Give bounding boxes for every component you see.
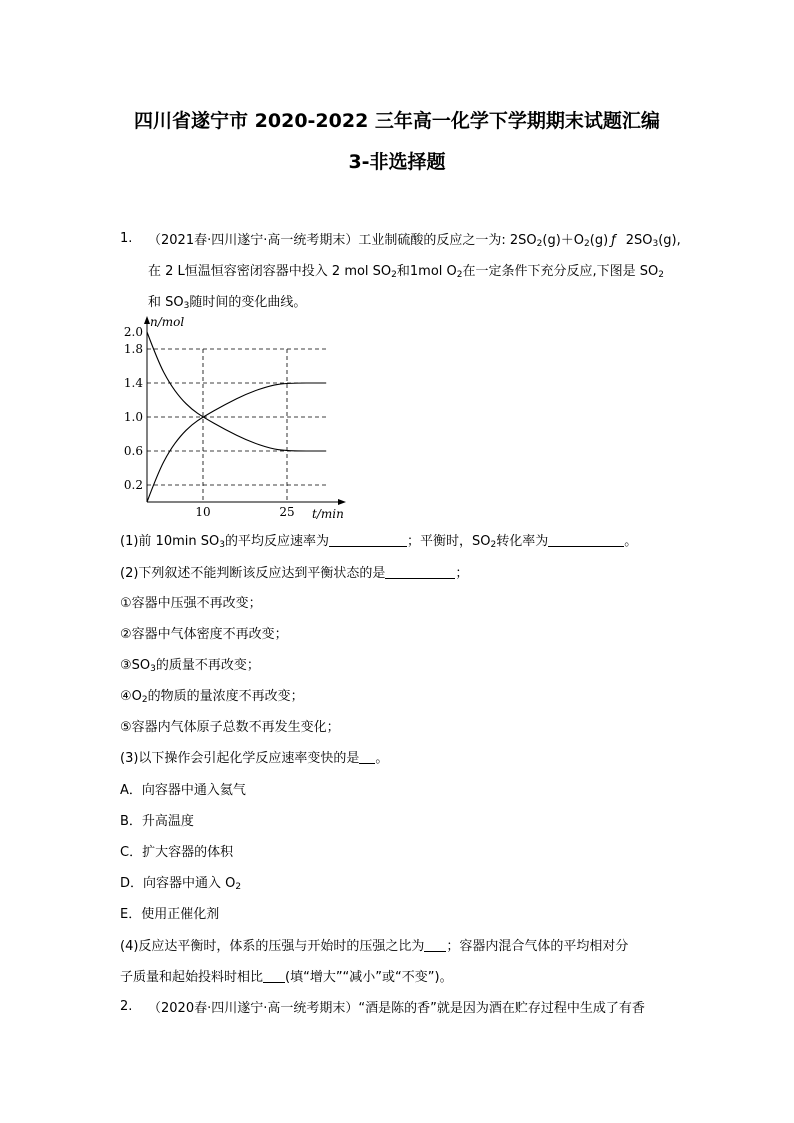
choice-b: B．升高温度 <box>120 814 194 829</box>
question-intro-line3 <box>148 291 306 310</box>
subscript: 3 <box>183 301 190 311</box>
part-text: 。 <box>375 751 389 766</box>
part-4 <box>120 935 628 954</box>
part-text: 的物质的量浓度不再改变； <box>147 689 304 704</box>
part-text: (1)前 10min SO <box>120 534 220 549</box>
part-1 <box>120 530 637 549</box>
part-text: (4)反应达平衡时，体系的压强与开始时的压强之比为 <box>120 939 425 954</box>
choice-e: E．使用正催化剂 <box>120 907 220 922</box>
question-source: （2021春·四川遂宁·高一统考期末） <box>148 233 359 248</box>
subscript: 3 <box>652 239 659 249</box>
y-tick-label: 2.0 <box>123 325 143 339</box>
series-line-1 <box>147 332 326 451</box>
answer-blank[interactable] <box>359 751 375 764</box>
part-3 <box>120 747 388 766</box>
part-text: 的平均反应速率为 <box>224 534 329 549</box>
statement-3 <box>120 654 260 673</box>
answer-blank[interactable] <box>424 939 446 952</box>
subscript: 2 <box>235 882 242 892</box>
part-2 <box>120 562 468 581</box>
choice-d <box>120 872 241 891</box>
answer-blank[interactable] <box>548 534 624 547</box>
subscript: 2 <box>490 540 497 550</box>
y-tick-label: 1.0 <box>123 410 143 424</box>
series-line-2 <box>147 383 326 502</box>
intro-text: 工业制硫酸的反应之一为: 2SO <box>358 233 537 248</box>
mole-time-chart <box>118 314 354 524</box>
part-text: 。 <box>624 534 638 549</box>
part-text: ； <box>455 566 469 581</box>
choice-a: A．向容器中通入氦气 <box>120 783 246 798</box>
y-tick-label: 0.6 <box>123 444 143 458</box>
question-2-text: （2020春·四川遂宁·高一统考期末）“酒是陈的香”就是因为酒在贮存过程中生成了有香 <box>148 1001 645 1016</box>
question-intro-line2 <box>148 260 664 279</box>
part-text: 转化率为 <box>496 534 549 549</box>
intro-text: 在 2 L恒温恒容密闭容器中投入 2 mol SO <box>148 264 392 279</box>
statement-1: ①容器中压强不再改变； <box>120 596 262 611</box>
y-tick-label: 1.4 <box>123 376 143 390</box>
part-text: (填“增大”“减小”或“不变”)。 <box>285 970 453 985</box>
intro-text: (g), <box>658 233 681 248</box>
choice-c: C．扩大容器的体积 <box>120 845 234 860</box>
subscript: 2 <box>456 270 463 280</box>
answer-blank[interactable] <box>385 566 455 579</box>
part-text: 的质量不再改变； <box>155 658 260 673</box>
part-text: D．向容器中通入 O <box>120 876 236 891</box>
subscript: 3 <box>219 540 225 550</box>
intro-text: 在一定条件下充分反应,下图是 SO <box>462 264 659 279</box>
intro-text: 随时间的变化曲线。 <box>189 295 307 310</box>
statement-2: ②容器中气体密度不再改变； <box>120 627 288 642</box>
document-title: 四川省遂宁市 2020-2022 三年高一化学下学期期末试题汇编 <box>134 110 660 132</box>
subscript: 2 <box>391 270 397 280</box>
intro-text: (g) <box>589 233 609 248</box>
part-text: ；容器内混合气体的平均相对分 <box>446 939 629 954</box>
subscript: 3 <box>150 664 156 674</box>
part-4-cont <box>120 966 453 985</box>
y-tick-label: 1.8 <box>123 342 143 356</box>
part-text: (3)以下操作会引起化学反应速率变快的是 <box>120 751 360 766</box>
part-text: (2)下列叙述不能判断该反应达到平衡状态的是 <box>120 566 386 581</box>
x-tick-label: 25 <box>279 505 295 519</box>
intro-text: (g)＋O <box>542 233 585 248</box>
intro-text: 和 SO <box>148 295 184 310</box>
question-intro <box>148 229 681 248</box>
answer-blank[interactable] <box>263 970 285 983</box>
question-number: 1. <box>120 231 133 246</box>
subscript: 2 <box>658 270 664 280</box>
answer-blank[interactable] <box>329 534 407 547</box>
part-text: ③SO <box>120 658 151 673</box>
statement-4 <box>120 685 304 704</box>
subscript: 2 <box>584 239 590 249</box>
y-tick-label: 0.2 <box>123 478 143 492</box>
statement-5: ⑤容器内气体原子总数不再发生变化； <box>120 720 340 735</box>
subscript: 2 <box>141 695 148 705</box>
intro-text: 2SO <box>625 233 653 248</box>
x-tick-label: 10 <box>195 505 211 519</box>
part-text: ④O <box>120 689 142 704</box>
question-number: 2. <box>120 999 133 1014</box>
part-text: 子质量和起始投料时相比 <box>120 970 264 985</box>
x-axis-label: t/min <box>312 507 344 521</box>
equilibrium-arrow-icon: ƒ <box>611 233 616 248</box>
intro-text: 和1mol O <box>396 264 457 279</box>
y-axis-label: n/mol <box>150 315 185 329</box>
x-axis-arrow-icon <box>338 499 346 505</box>
subscript: 2 <box>536 239 543 249</box>
document-subtitle: 3-非选择题 <box>348 151 446 173</box>
part-text: ；平衡时，SO <box>406 534 491 549</box>
